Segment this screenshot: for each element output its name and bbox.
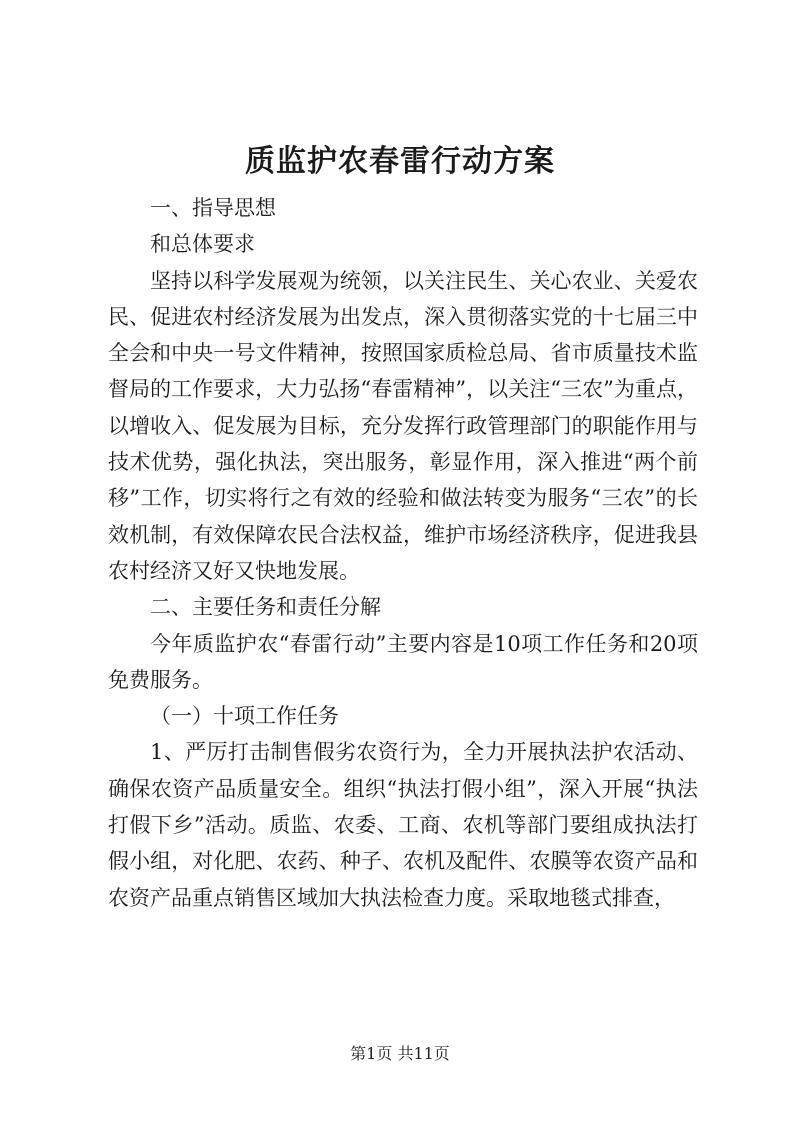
page-number-footer: 第1页 共11页 (350, 1044, 450, 1063)
document-body (108, 190, 698, 916)
section-heading-2: 二、主要任务和责任分解 (150, 595, 381, 620)
body-paragraph: 今年质监护农“春雷行动”主要内容是10项工作任务和20项免费服务。 (108, 631, 698, 692)
body-paragraph: 1、严厉打击制售假劣农资行为，全力开展执法护农活动、确保农资产品质量安全。组织“执法打假小组”，深入开展“执法打假下乡”活动。质监、农委、工商、农机等部门要组成执法打假小组，对化肥、农药、种子、农机及配件、农膜等农资产品和农资产品重点销售区域加大执法检查力度。采取地毯式排查， (108, 740, 698, 910)
document-title: 质监护农春雷行动方案 (245, 144, 555, 179)
body-paragraph: 坚持以科学发展观为统领，以关注民生、关心农业、关爱农民、促进农村经济发展为出发点，深入贯彻落实党的十七届三中全会和中央一号文件精神，按照国家质检总局、省市质量技术监督局的工作要求，大力弘扬“春雷精神”，以关注“三农”为重点，以增收入、促发展为目标，充分发挥行政管理部门的职能作用与技术优势，强化执法，突出服务，彰显作用，深入推进“两个前移”工作，切实将行之有效的经验和做法转变为服务“三农”的长效机制，有效保障农民合法权益，维护市场经济秩序，促进我县农村经济又好又快地发展。 (108, 268, 698, 583)
subsection-heading: （一）十项工作任务 (150, 704, 339, 729)
section-heading-1: 一、指导思想 (150, 196, 276, 220)
section-heading-1-continued: 和总体要求 (150, 232, 255, 257)
